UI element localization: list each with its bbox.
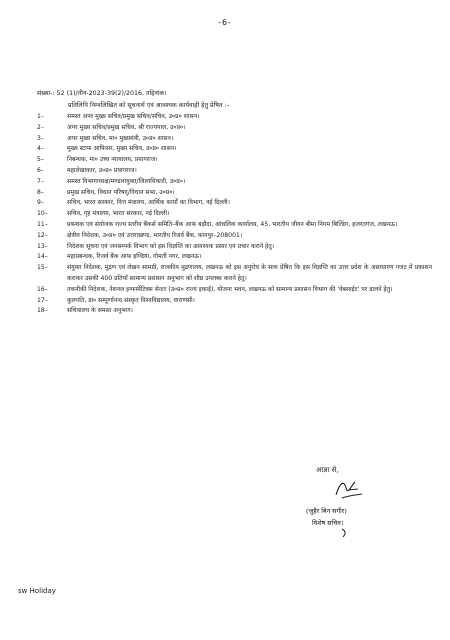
page-number: -6- bbox=[218, 18, 232, 27]
list-item-text: प्रबन्धक एवं संयोजक राज्य स्तरीय बैंकर्स समिति–बैंक आफ बड़ौदा, आंचलिक कार्यालय, 45, भारतीय जीवन बीमा निगम बिल्डिंग, हजरतगंज, लखनऊ। bbox=[67, 220, 398, 228]
list-item-text: महालेखाकार, उ०प्र० प्रयागराज। bbox=[67, 166, 137, 174]
list-item-number: 17– bbox=[37, 296, 48, 304]
list-item-text: सचिवालय के समस्त अनुभाग। bbox=[67, 307, 133, 315]
list-item-number: 9– bbox=[37, 199, 44, 207]
list-item-number: 3– bbox=[37, 134, 44, 142]
list-item-number: 2– bbox=[37, 123, 44, 131]
initial-mark bbox=[340, 528, 348, 538]
list-item bbox=[37, 209, 432, 220]
signature-order-text: आज्ञा से, bbox=[316, 466, 339, 474]
list-item-text: समस्त विभागाध्यक्ष/मण्डलायुक्त/जिलाधिकारी, उ०प्र०। bbox=[67, 177, 186, 185]
list-item-number: 18– bbox=[37, 307, 48, 315]
list-item-number: 12– bbox=[37, 231, 48, 239]
list-item-number: 4– bbox=[37, 145, 44, 153]
list-item-number: 16– bbox=[37, 285, 48, 293]
list-item bbox=[37, 112, 432, 123]
list-item-text: निदेशक सूचना एवं जनसम्पर्क विभाग को इस विज्ञप्ति का आवश्यक प्रसार एवं प्रचार कराने हेतु। bbox=[67, 242, 275, 250]
list-item bbox=[37, 296, 432, 307]
list-item bbox=[37, 134, 432, 145]
list-item-text: समस्त अपर मुख्य सचिव/प्रमुख सचिव/सचिव, उ०प्र० शासन। bbox=[67, 113, 200, 120]
list-item-number: 13– bbox=[37, 242, 48, 250]
list-item-text: संयुक्त निदेशक, मुद्रण एवं लेखन सामग्री, राजकीय मुद्रणालय, लखनऊ को इस अनुरोध के साथ प्रेषित कि इस विज्ञप्ति का उत्तर प्रदेश के असाधारण गजट में प्रकाशन कराकर उसकी 400 प्रतियाँ सामान्य प्रशासन अनुभाग को शीघ्र उपलब्ध कराने हेतु। bbox=[67, 264, 432, 282]
list-item-text: सचिव, गृह मंत्रालय, भारत सरकार, नई दिल्ली। bbox=[67, 210, 170, 218]
list-item-number: 15– bbox=[37, 264, 48, 272]
signatory-designation: विशेष सचिव। bbox=[312, 519, 344, 527]
list-item-text: कुलपति, डा० सम्पूर्णानन्द संस्कृत विश्वविद्यालय, वाराणसी। bbox=[67, 296, 195, 304]
list-item-text: महाप्रबन्धक, रिजर्व बैंक आफ इण्डिया, गोमती नगर, लखनऊ। bbox=[67, 253, 202, 261]
list-item-text: क्षेत्रीय निदेशक, उ०प्र० एवं उत्तराखण्ड, भारतीय रिजर्व बैंक, कानपुर–208001। bbox=[67, 231, 243, 239]
intro-text: प्रतिलिपि निम्नलिखित को सूचनार्थ एवं आवश्यक कार्यवाही हेतु प्रेषित :– bbox=[68, 102, 230, 109]
list-item bbox=[37, 242, 432, 253]
list-item bbox=[37, 188, 432, 199]
reference-number: संख्या-: 52 (1)/तीन-2023-39(2)/2016, तद्दिनांक। bbox=[37, 90, 167, 97]
list-item bbox=[37, 198, 432, 209]
list-item bbox=[37, 123, 432, 134]
list-item bbox=[37, 231, 432, 242]
list-item bbox=[37, 252, 432, 263]
list-item-text: तकनीकी निदेशक, नेशनल इन्फार्मेटिक्स सेन्टर (उ०प्र० राज्य इकाई), योजना भवन, लखनऊ को सामान्य प्रशासन विभाग की 'वेबसाईट' पर डालने हेतु। bbox=[67, 285, 393, 293]
signature-mark bbox=[322, 478, 372, 502]
list-item-number: 7– bbox=[37, 177, 44, 185]
recipient-list bbox=[37, 112, 432, 317]
list-item bbox=[37, 306, 432, 317]
list-item-number: 10– bbox=[37, 210, 48, 218]
list-item bbox=[37, 285, 432, 296]
list-item bbox=[37, 177, 432, 188]
list-item-text: सचिव, भारत सरकार, वित्त मंत्रालय, आर्थिक कार्यों का विभाग, नई दिल्ली। bbox=[67, 199, 230, 207]
list-item bbox=[37, 144, 432, 155]
list-item-text: मुख्य स्टाफ आफिसर, मुख्य सचिव, उ०प्र० शासन। bbox=[67, 145, 177, 153]
list-item-number: 11– bbox=[37, 220, 48, 228]
list-item-number: 1– bbox=[37, 113, 44, 120]
signatory-name: (जुहैर बिन सगीर) bbox=[306, 507, 347, 515]
list-item bbox=[37, 155, 432, 166]
list-item-number: 5– bbox=[37, 156, 44, 164]
list-item bbox=[37, 220, 432, 231]
list-item-text: अपर मुख्य सचिव/प्रमुख सचिव, श्री राज्यपाल, उ०प्र०। bbox=[67, 123, 186, 131]
list-item-number: 8– bbox=[37, 188, 44, 196]
list-item-text: प्रमुख सचिव, विधान परिषद्/विधान सभा, उ०प्र०। bbox=[67, 188, 175, 196]
list-item bbox=[37, 166, 432, 177]
list-item-text: अपर मुख्य सचिव, मा० मुख्यमंत्री, उ०प्र० शासन। bbox=[67, 134, 174, 142]
list-item-number: 14– bbox=[37, 253, 48, 261]
list-item-number: 6– bbox=[37, 166, 44, 174]
list-item-text: निबन्धक, मा० उच्च न्यायालय, प्रयागराज। bbox=[67, 156, 158, 164]
list-item bbox=[37, 263, 432, 285]
footer-note: sw Holiday bbox=[18, 587, 56, 595]
